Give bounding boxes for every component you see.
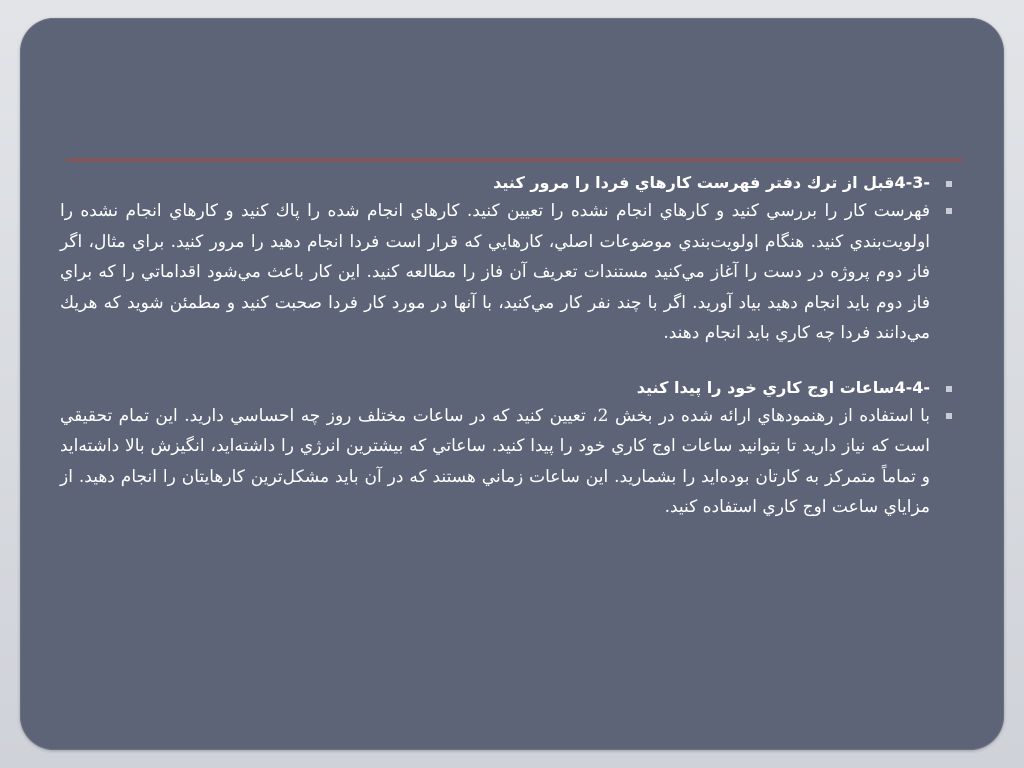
section-heading-text: -4-3قبل از ترك دفتر فهرست كارهاي فردا را مرور كنيد <box>493 173 930 192</box>
slide-content <box>60 170 952 523</box>
section-heading-4-3 <box>60 170 952 196</box>
title-divider <box>66 159 962 161</box>
square-bullet-icon <box>946 181 952 187</box>
section-heading-4-4 <box>60 375 952 401</box>
square-bullet-icon <box>946 413 952 419</box>
section-body-4-3 <box>60 196 952 349</box>
square-bullet-icon <box>946 208 952 214</box>
section-body-text: با استفاده از رهنمودهاي ارائه شده در بخش 2، تعيين كنيد كه در ساعات مختلف روز چه احساسي داريد. اين تمام تحقيقي است كه نياز داريد تا بتوانيد ساعات اوج كاري خود را پيدا كنيد. ساعاتي كه بيشترين انرژي را داشته‌ايد، انگيزش بالا داشته‌ايد و تماماً متمركز به كارتان بوده‌ايد را بشماريد. اين ساعات زماني هستند كه در آن بايد مشكل‌ترين كارهايتان را انجام دهيد. از مزاياي ساعت اوج كاري استفاده كنيد. <box>60 405 930 517</box>
square-bullet-icon <box>946 386 952 392</box>
section-body-4-4 <box>60 401 952 523</box>
section-heading-text: -4-4ساعات اوج كاري خود را پيدا كنيد <box>636 377 930 397</box>
section-body-text: فهرست كار را بررسي كنيد و كارهاي انجام نشده را تعيين كنيد. كارهاي انجام شده را پاك كنيد و كارهاي انجام نشده را اولويت‌بندي كنيد. هنگام اولويت‌بندي موضوعات اصلي، كارهايي كه قرار است فردا انجام دهيد را مرور كنيد. براي مثال، اگر فاز دوم پروژه در دست را آغاز مي‌كنيد مستندات تعريف آن فاز را مطالعه كنيد. اين كار باعث مي‌شود اقداماتي را كه براي فاز دوم بايد انجام دهيد بياد آوريد. اگر با چند نفر كار مي‌كنيد، با آنها در مورد كار فردا صحبت كنيد و مطمئن شويد كه هريك مي‌دانند فردا چه كاري بايد انجام دهند. <box>60 201 930 343</box>
